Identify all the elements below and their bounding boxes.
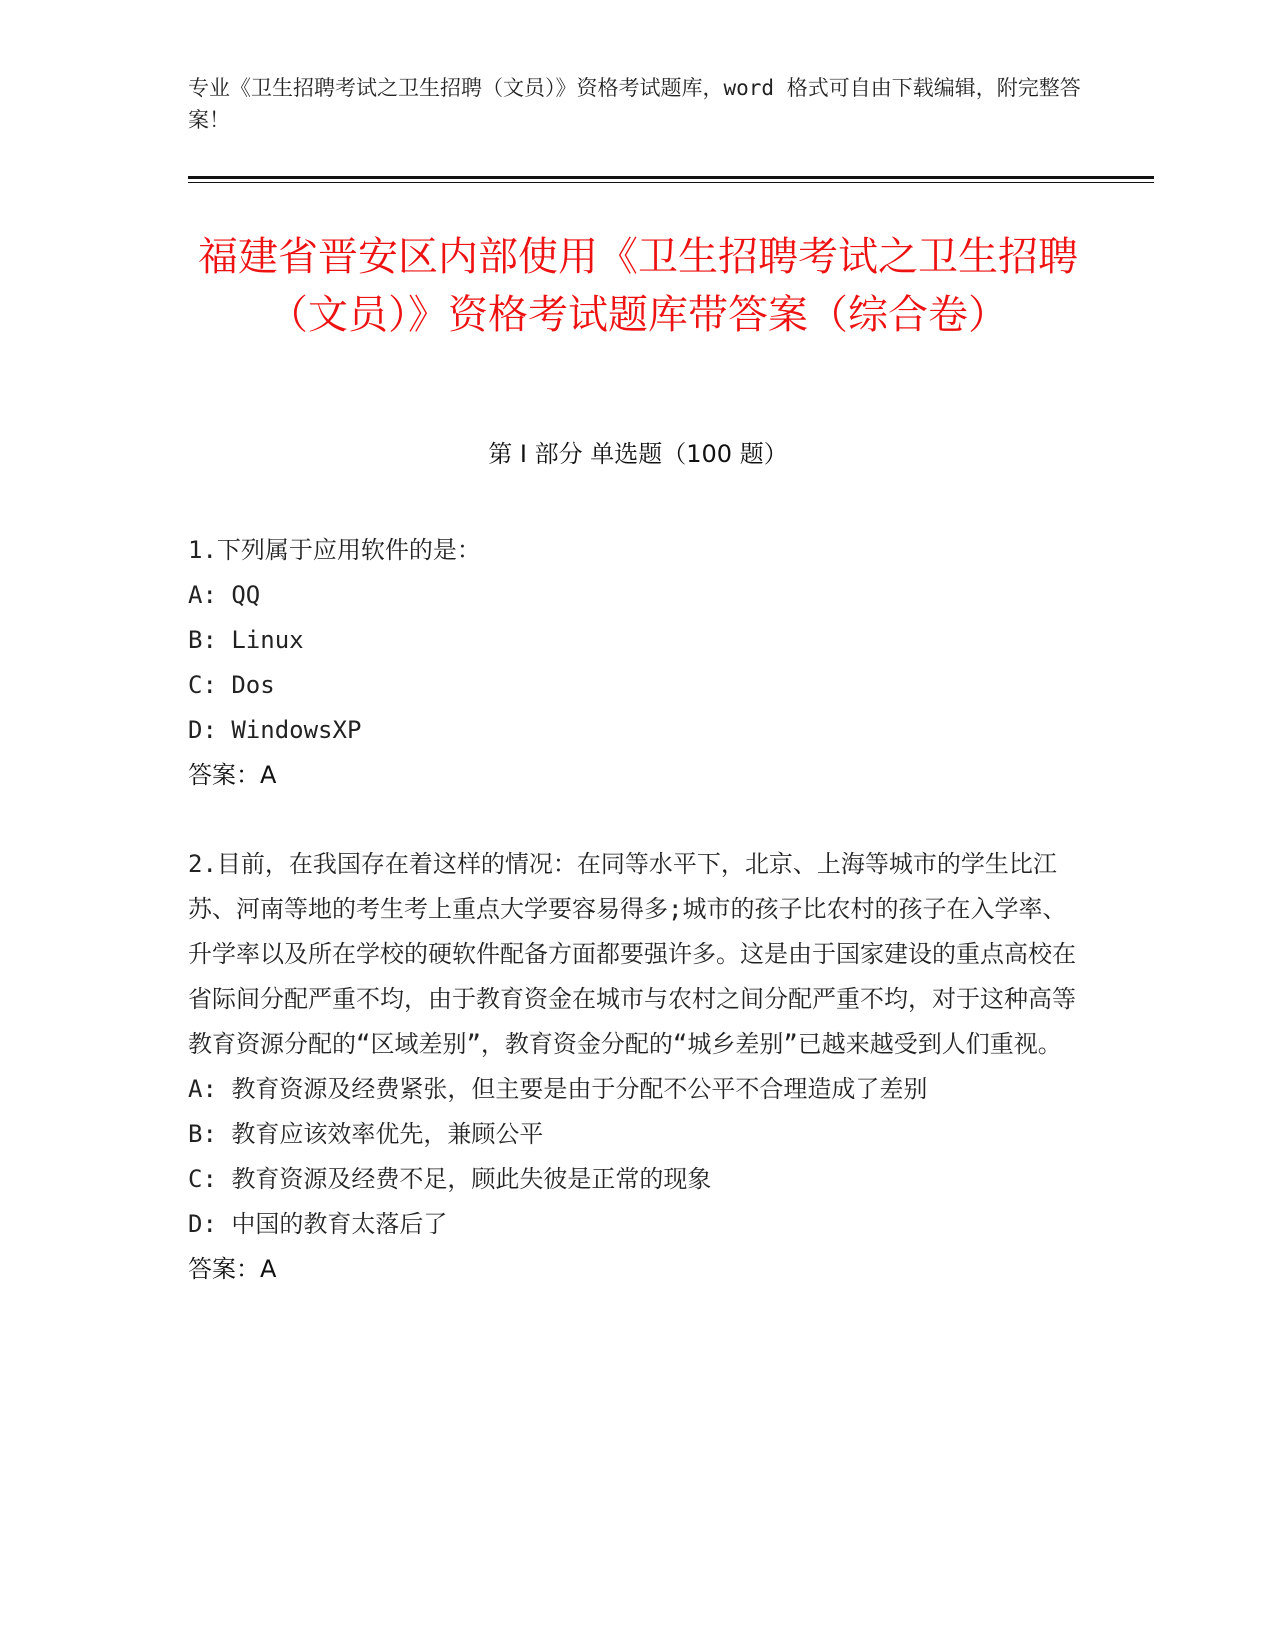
option-c: C: Dos [188,671,275,699]
question-2 [188,842,1088,1292]
question-stem: 1.下列属于应用软件的是： [188,536,481,564]
document-title: 福建省晋安区内部使用《卫生招聘考试之卫生招聘（文员）》资格考试题库带答案（综合卷） [198,234,1078,338]
answer-label: 答案：A [188,1255,277,1283]
header-note: 专业《卫生招聘考试之卫生招聘（文员）》资格考试题库，word 格式可自由下载编辑，附完整答案！ [188,76,1081,132]
section-heading: 第 I 部分 单选题（100 题） [488,440,788,468]
option-a: A: QQ [188,581,261,609]
question-stem: 2.目前，在我国存在着这样的情况：在同等水平下，北京、上海等城市的学生比江苏、河南等地的考生考上重点大学要容易得多;城市的孩子比农村的孩子在入学率、升学率以及所在学校的硬软件配备方面都要强许多。这是由于国家建设的重点高校在省际间分配严重不均，由于教育资金在城市与农村之间分配严重不均，对于这种高等教育资源分配的“区域差别”，教育资金分配的“城乡差别”已越来越受到人们重视。 [188,850,1076,1058]
answer-label: 答案：A [188,761,277,789]
header-rule-thin [188,182,1154,183]
option-c: C: 教育资源及经费不足，顾此失彼是正常的现象 [188,1165,712,1193]
option-b: B: 教育应该效率优先，兼顾公平 [188,1120,544,1148]
header-rule-thick [188,176,1154,179]
question-1 [188,528,1088,798]
option-a: A: 教育资源及经费紧张，但主要是由于分配不公平不合理造成了差别 [188,1075,928,1103]
option-b: B: Linux [188,626,304,654]
option-d: D: WindowsXP [188,716,362,744]
option-d: D: 中国的教育太落后了 [188,1210,448,1238]
